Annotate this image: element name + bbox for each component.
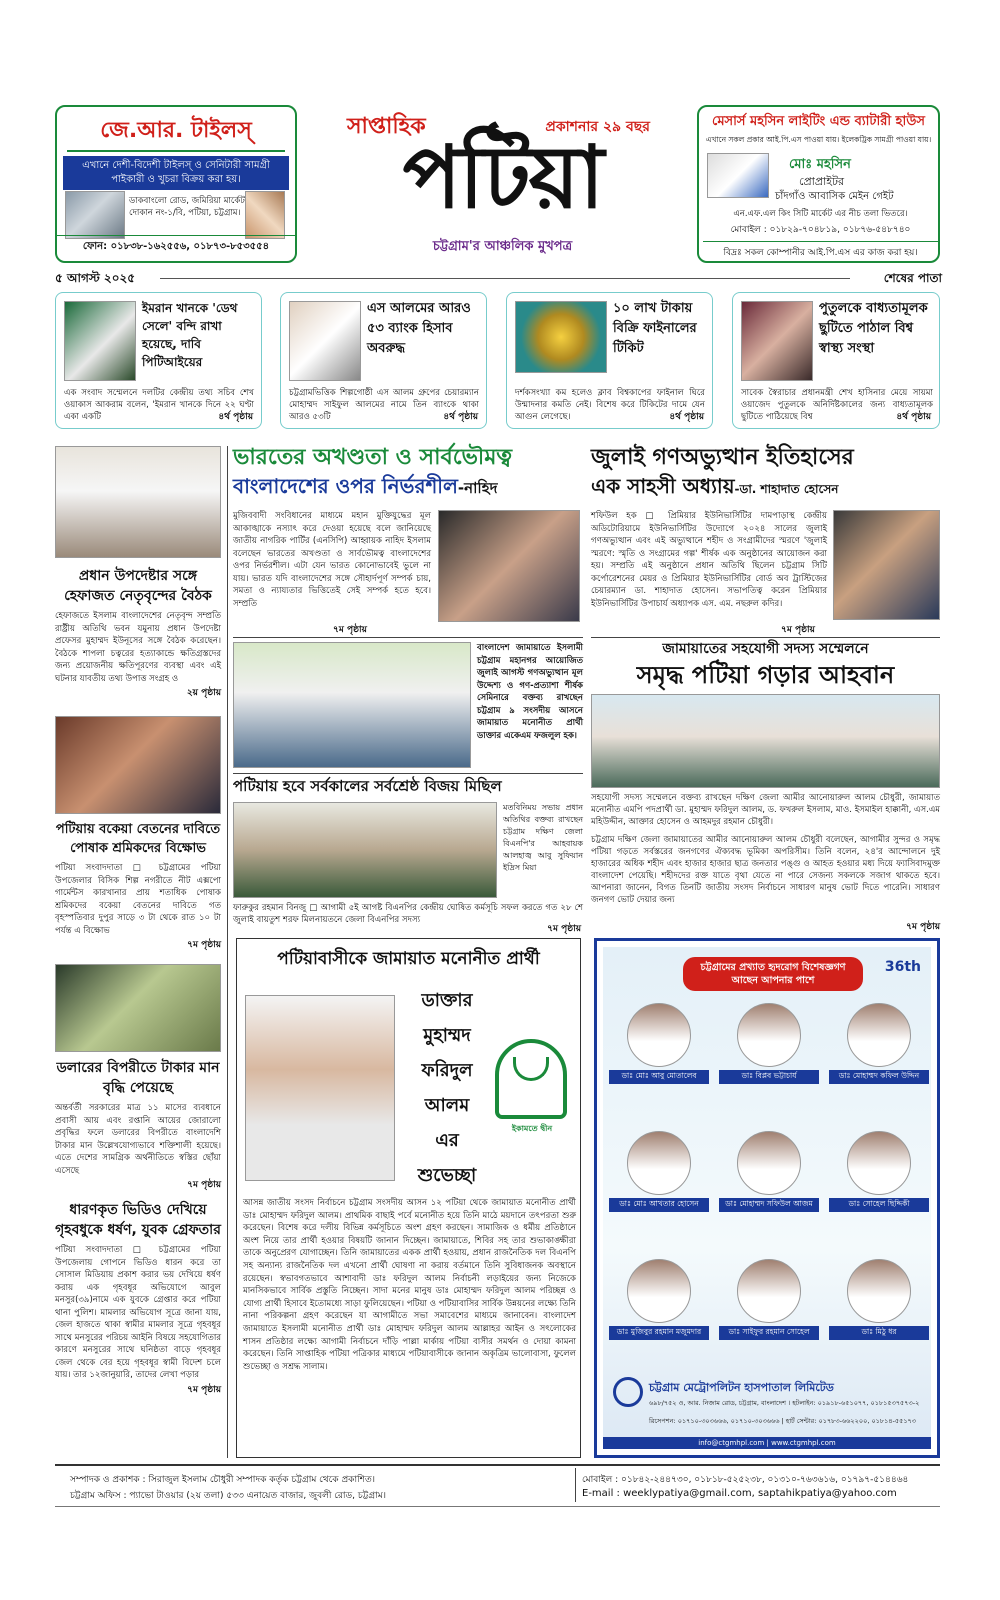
ad-jr-tiles-address: ডাকবাংলো রোড, জমিরিয়া মার্কেট দোকান নং-১/বি, পটিয়া, চট্টগ্রাম। [129, 196, 245, 218]
hospital-ad-inner [603, 947, 931, 1449]
hospital-contacts: রিসেপশন: ০১৭১০-৩০৩৬৬৬, ০১৭১০-৩০৩৬৬৬ | হার্ট সেন্টার: ০১৭৮৩-৬৬২২০০, ০১৮১৪-৫৫১৭৩ [649, 1417, 916, 1425]
teaser-s-alam-text: চট্টগ্রামভিত্তিক শিল্পগোষ্ঠী এস আলম গ্রুপের চেয়ারম্যান মোহাম্মদ সাইফুল আলমের নামে তিন ব্যাংকে থাকা আরও ৫৩টি [289, 388, 479, 422]
footer-office: চট্টগ্রাম অফিস : প্যাভো টাওয়ার (২য় তলা) ৫৩৩ এনায়েত বাজার, জুবলী রোড, চট্টগ্রাম। [70, 1491, 386, 1501]
candidate-name-line: আলম [424, 1095, 470, 1116]
masthead-title: পটিয়া [402, 128, 603, 228]
hospital-web: info@ctgmhpl.com | www.ctgmhpl.com [603, 1437, 931, 1449]
teaser-imran-photo [64, 301, 136, 381]
jamaat-logo-icon [495, 1039, 567, 1119]
candidate-name-line: ফরিদুল [421, 1060, 473, 1081]
workers-page: ৭ম পৃষ্ঠায় [187, 940, 221, 950]
footer-divider [575, 1468, 576, 1502]
doctor-name: ডাঃ সাইফুর রহমান সোহেল [719, 1326, 819, 1340]
hospital-address: ৬৯৮/৭৫২ ও, আর. নিজাম রোড, চট্টগ্রাম, বাংলাদেশ । হটলাইন: ০১৯১৮-৬৫১০৭৭, ০১৮১৫৩৭৫৭৩-২ [649, 1399, 920, 1407]
hefazat-title: প্রধান উপদেষ্টার সঙ্গে হেফাজত নেতৃবৃন্দের বৈঠক [64, 568, 212, 604]
doctor-card [719, 1003, 819, 1123]
video-title: ধারণকৃত ভিডিও দেখিয়ে গৃহবধুকে ধর্ষণ, যুবক গ্রেফতার [55, 1202, 221, 1238]
tiles-photo-right [245, 191, 285, 239]
ad-mohsin-addr2: এন.এফ.এল কিং সিটি মার্কেট এর নীচ তলা ভিতরে। [733, 209, 908, 219]
lead-nahid-title-b: বাংলাদেশের ওপর নির্ভরশীল [233, 474, 458, 498]
samriddha-title: সমৃদ্ধ পটিয়া গড়ার আহবান [636, 661, 895, 689]
doctor-name: ডাঃ মোহাম্মদ সফিউল আজম [719, 1198, 819, 1212]
samriddha-photo [591, 694, 940, 788]
vijay-photo [233, 802, 497, 898]
july-title-row [591, 472, 940, 505]
teaser-putul-page: ৪র্থ পৃষ্ঠায় [896, 412, 931, 422]
lead-nahid [233, 444, 583, 634]
doctor-card [609, 1131, 709, 1251]
candidate-name-block [402, 983, 492, 1193]
july-title-a: জুলাই গণঅভ্যুত্থান ইতিহাসের [591, 445, 854, 470]
hospital-years: 36th [884, 959, 921, 975]
teaser-s-alam[interactable] [280, 292, 487, 429]
candidate-title: পটিয়াবাসীকে জামায়াত মনোনীত প্রার্থী [277, 949, 540, 969]
seminar-story [233, 637, 583, 770]
july-title-b: এক সাহসী অধ্যায় [591, 474, 735, 498]
doctor-card [719, 1259, 819, 1379]
footer-rule [55, 1464, 940, 1466]
doctor-name: ডাঃ সোহেল ছিদ্দিকী [829, 1198, 929, 1212]
vijay-story [233, 773, 583, 933]
candidate-name-line: শুভেচ্ছা [417, 1165, 477, 1186]
teaser-putul-title: পুতুলকে বাধ্যতামূলক ছুটিতে পাঠাল বিশ্ব স্বাস্থ্য সংস্থা [819, 301, 928, 356]
video-page: ৭ম পৃষ্ঠায় [187, 1384, 221, 1395]
samriddha-kicker: জামায়াতের সহযোগী সদস্য সম্মেলনে [662, 641, 869, 657]
candidate-name-line: মুহাম্মদ [423, 1025, 471, 1046]
tiles-photo [65, 191, 125, 239]
video-text: পটিয়া সংবাদদাতা □ চট্টগ্রামের পটিয়া উপজেলায় গোপনে ভিডিও ধারন করে তা সোসাল মিডিয়ায় প্রকাশ করার ভয় দেখিয়ে ধর্ষণ করায় এক গৃহবধূর অভিযোগে আবুল মনসুর(৩৯)নামে এক যুবকে গ্রেপ্তার করে পটিয়া থানা পুলিশ। মামলার অভিযোগ সূত্রে জানা যায়, জেল হাজতে থাকা স্বামীর মামলার সূত্রে গৃহবধূর সাথে মনসুরের পরিচয় আইনি বিষয়ে সহযোগিতার কারণে মনসুরের সাথে ঘনিষ্ঠতা বাড়ে গৃহবধূর জেল থেকে বের হয়ে গৃহবধূর স্বামী বিদেশ চলে যায়। তার ১২জানুয়ারি, তাদের লেখা পড়ার [55, 1245, 221, 1380]
teaser-putul-text: সাবেক স্বৈরাচার প্রধানমন্ত্রী শেখ হাসিনার মেয়ে সায়মা ওয়াজেদ পুতুলকে অনির্দিষ্টকালের জন্য বাধ্যতামূলক ছুটিতে পাঠিয়েছে বিশ্ব [741, 388, 933, 422]
lead-nahid-page: ৭ম পৃষ্ঠায় [333, 625, 367, 635]
doctor-photo [847, 1003, 911, 1067]
doctor-name: ডাঃ মুজিবুর রহমান মজুমদার [609, 1326, 709, 1340]
teaser-imran-title: ইমরান খানকে 'ডেথ সেলে' বন্দি রাখা হয়েছে, দাবি পিটিআইয়ের [142, 301, 238, 369]
teaser-final-ticket-text: দর্শকসংখ্যা কম হলেও ক্লাব বিশ্বকাপের ফাইনাল ঘিরে উন্মাদনার কমতি নেই। বিশেষ করে টিকিটের দামে যেন আগুন লেগেছে। [515, 388, 705, 422]
doctor-card [609, 1003, 709, 1123]
hefazat-page: ২য় পৃষ্ঠায় [186, 688, 221, 698]
july-page: ৭ম পৃষ্ঠায় [781, 625, 815, 635]
hefazat-photo [55, 446, 221, 558]
doctor-photo [627, 1131, 691, 1195]
july-story [591, 444, 940, 634]
july-text: শফিউল হক □ প্রিমিয়ার ইউনিভার্সিটির দামপাড়াস্থ কেন্দ্রীয় অডিটোরিয়ামে ইউনিভার্সিটির উদ্যোগে ২০২৪ সালের জুলাই গণঅভ্যুত্থান এবং এই অভ্যুত্থানে শহীদ ও সংগ্রামীদের স্মরণে 'জুলাই স্মরণে: স্মৃতি ও সংগ্রামের গল্প' শীর্ষক এক অনুষ্ঠানের আয়োজন করা হয়। সম্প্রতি এই অনুষ্ঠানে প্রধান অতিথি ছিলেন চট্টগ্রাম সিটি কর্পোরেশনের মেয়র ও প্রিমিয়ার ইউনিভার্সিটির বোর্ড অব ট্রাস্টিজের চেয়ারম্যান ডা. শাহাদাত হোসেন। সভাপতিত্ব করেন প্রিমিয়ার ইউনিভার্সিটির উপাচার্য অধ্যাপক এস. এম. নছরুল কদির। [591, 511, 827, 609]
nahid-photo [438, 510, 580, 622]
teaser-trophy-photo [515, 301, 607, 373]
doctor-name: ডাঃ বিপ্লব ভট্টাচার্য [719, 1070, 819, 1084]
masthead [335, 105, 670, 265]
ad-mohsin-name: মেসার্স মহসিন লাইটিং এন্ড ব্যাটারী হাউস [712, 114, 925, 129]
teaser-final-ticket[interactable] [506, 292, 713, 429]
doctor-card [719, 1131, 819, 1251]
teaser-final-ticket-page: ৪র্থ পৃষ্ঠায় [669, 412, 704, 422]
candidate-box [236, 938, 581, 1458]
vijay-page: ৭ম পৃষ্ঠায় [547, 924, 581, 934]
doctor-name: ডাঃ মিঠু ধর [829, 1326, 929, 1340]
masthead-weekly: সাপ্তাহিক [347, 114, 426, 139]
ad-mohsin-owner: মোঃ মহসিন [789, 157, 851, 172]
lead-nahid-title-a: ভারতের অখণ্ডতা ও সার্বভৌমত্ব [233, 445, 513, 470]
hospital-headline: চট্টগ্রামের প্রখ্যাত হৃদরোগ বিশেষজ্ঞগণ আছেন আপনার পাশে [683, 957, 863, 991]
candidate-text: আসন্ন জাতীয় সংসদ নির্বাচনে চট্টগ্রাম সংসদীয় আসন ১২ পটিয়া থেকে জামায়াত মনোনীত প্রার্থী ডাঃ মোহাম্মদ ফরিদুল আলম। প্রাথমিক বাছাই পর্বে মনোনীত হয়ে তিনি মাঠে ময়দানে তৎপরতা শুরু করেছেন। বিশেষ করে দলীয় বিভিন্ন কর্মসূচিতে অংশ গ্রহণ করছেন। সামাজিক ও ধর্মীয় প্রতিষ্ঠানে অংশ নিয়ে তার প্রার্থী হওয়ার বিষয়টি জানান দিচ্ছেন। জামায়াতে, শিবির সহ তার শুভাকাঙ্ক্ষীরা তাকে অনুপ্রেরণ যোগাচ্ছেন। তিনি জামায়াতের একক প্রার্থী হওয়ায়, প্রধান রাজনৈতিক দল বিএনপি সহ অন্যান্য রাজনৈতিক দল এখনো প্রার্থী ঘোষণা না করায় বর্তমানে তিনি সুবিধাজনক অবস্থানে রয়েছেন। স্বভাবগতভাবে আশাবাদী ডাঃ ফরিদুল আলম নির্বাচনী লড়াইয়ের জন্য নিজেকে মানসিকভাবে সার্বিক প্রস্তুতি নিচ্ছেন। সাদা মনের মানুষ ডাঃ মোহাম্মদ ফরিদুল আলম পরিচ্ছন্ন ও যোগ্য প্রার্থী হিসাবে ইতোমধ্যে সাড়া ফুলিয়েছেন। পটিয়া ও পটিয়াবাসির সার্বিক উন্নয়নের লক্ষ্যে তিনি নানা পরিকল্পনা গ্রহণ করেছেন যা আগামীতে সভা সমাবেশের মাধ্যমে জানাবেন। বাংলাদেশ জামায়াতে ইসলামী মনোনীত প্রার্থী ডাঃ মোহাম্মদ ফরিদুল আলম আল্লাহর আইন ও সৎলোকের শাসন প্রতিষ্ঠার লক্ষ্যে আগামী নির্বাচনে দাঁড়ি পাল্লা মার্কায় পটিয়া বাসীর সমর্থন ও দোয়া কামনা করেছেন। তিনি সাপ্তাহিক পটিয়া পত্রিকার মাধ্যমে পটিয়াবাসীকে জানান অকৃত্রিম ভালোবাসা, ফুলেল শুভেচ্ছা ও সশ্রদ্ধ সালাম। [243, 1198, 576, 1372]
jamaat-logo-text: ইকামতে দ্বীন [511, 1124, 553, 1133]
footer-email[interactable]: E-mail : weeklypatiya@gmail.com, saptahikpatiya@yahoo.com [582, 1488, 897, 1499]
date-line: ৫ আগস্ট ২০২৫ [55, 271, 136, 285]
footer-rule-bottom [55, 1506, 940, 1507]
footer-mobile: মোবাইল : ০১৮৪২-২৪৪৭৩০, ০১৮১৮-৫২৫২৩৮, ০১৩১০-৭৬৩৬১৬, ০১৭৯৭-৫১৪৪৬৪ [582, 1475, 909, 1485]
lead-nahid-title-row [233, 472, 583, 505]
samriddha-page: ৭ম পৃষ্ঠায় [906, 922, 940, 932]
doctor-photo [847, 1131, 911, 1195]
hefazat-text: হেফাজতে ইসলাম বাংলাদেশের নেতৃবৃন্দ সম্প্রতি রাষ্ট্রীয় অতিথি ভবন যমুনায় প্রধান উপদেষ্টা প্রফেসর মুহাম্মদ ইউনূসের সঙ্গে বৈঠক করেছেন। বৈঠকে শাপলা চত্বরের হত্যাকান্ডে ক্ষতিগ্রস্তদের জন্য প্রয়োজনীয় ক্ষতিপূরণের ব্যবস্থা এবং এই ঘটনার যাবতীয় তথ্য উপাত্ত সংগ্রহ ও [55, 611, 221, 684]
dollar-text: অন্তর্বর্তী সরকারের মাত্র ১১ মাসের ব্যবধানে প্রবাসী আয় এবং রপ্তানি আয়ের জোরালো প্রবৃদ্ধির ফলে ডলারের বিপরীতে বাংলাদেশি টাকার মান উল্লেখযোগ্যভাবে শক্তিশালী হয়েছে। এতে দেশের সামগ্রিক অর্থনীতিতে স্বস্তির ছোঁয়া এসেছে [55, 1103, 221, 1176]
vijay-title: পটিয়ায় হবে সর্বকালের সর্বশ্রেষ্ঠ বিজয় মিছিল [233, 777, 502, 795]
teaser-putul[interactable] [732, 292, 940, 429]
ad-jr-tiles-desc: এখানে দেশী-বিদেশী টাইলস্ ও সেনিটারী সামগ্রী পাইকারী ও খুচরা বিক্রয় করা হয়। [63, 156, 289, 190]
july-byline: -ডা. শাহাদাত হোসেন [734, 482, 839, 496]
dollar-title: ডলারের বিপরীতে টাকার মান বৃদ্ধি পেয়েছে [56, 1060, 220, 1096]
ad-mohsin-addr1: চাঁদগাঁও আবাসিক মেইন গেইট [775, 191, 894, 202]
vijay-caption: মতবিনিময় সভায় প্রধান অতিথির বক্তব্য রাখছেন চট্টগ্রাম দক্ষিণ জেলা বিএনপি'র আহবায়ক আলহাজ্ব আবু সুফিয়ান ইদ্রিস মিয়া [503, 803, 583, 872]
ad-jr-tiles-name: জে.আর. টাইলস্ [67, 113, 285, 152]
left-column-rule [227, 446, 228, 1458]
teaser-s-alam-photo [289, 301, 361, 381]
teaser-imran[interactable] [55, 292, 262, 429]
hospital-logo-icon [613, 1377, 643, 1407]
page-label: শেষের পাতা [883, 271, 942, 285]
workers-title: পটিয়ায় বকেয়া বেতনের দাবিতে পোষাক শ্রমিকদের বিক্ষোভ [55, 822, 221, 856]
doctor-card [829, 1003, 929, 1123]
doctor-name: ডাঃ মোহাম্মদ কফিল উদ্দিন [829, 1070, 929, 1084]
workers-photo [55, 716, 221, 814]
ad-mohsin-note: বিদ্রঃ সকল কোম্পানীর আই.পি.এস এর কাজ করা হয়। [703, 241, 938, 260]
doctor-name: ডাঃ মোঃ আবু মোতালেব [609, 1070, 709, 1084]
doctor-card [609, 1259, 709, 1379]
ad-mohsin-line1: এখানে সকল প্রকার আই.পি.এস পাওয়া যায়। ইলেকট্রিক সামগ্রী পাওয়া যায়। [705, 135, 932, 144]
seminar-text: বাংলাদেশ জামায়াতে ইসলামী চট্টগ্রাম মহানগর আয়োজিত জুলাই আগস্ট গণঅভ্যুত্থান মূল উদ্দেশ্য ও গণ-প্রত্যাশা শীর্ষক সেমিনারে বক্তব্য রাখছেন চট্টগ্রাম ৯ সংসদীয় আসনে জামায়াত মনোনীত প্রার্থী ডাক্তার একেএম ফজলুল হক। [477, 643, 583, 741]
doctor-name: ডাঃ মোঃ আখতার হোসেন [609, 1198, 709, 1212]
doctor-photo [627, 1259, 691, 1323]
doctor-photo [737, 1259, 801, 1323]
candidate-photo [245, 995, 395, 1181]
ad-mohsin-lighting [697, 105, 940, 263]
candidate-name-line: এর [435, 1130, 459, 1151]
masthead-years: প্রকাশনার ২৯ বছর [545, 119, 650, 135]
doctor-photo [627, 1003, 691, 1067]
date-rule [160, 278, 850, 279]
teaser-imran-page: ৪র্থ পৃষ্ঠায় [218, 412, 253, 422]
samriddha-caption: সহযোগী সদস্য সম্মেলনে বক্তব্য রাখছেন দক্ষিণ জেলা আমীর আনোয়ারুল আলম চৌধুরী, জামায়াত মনোনীত এমপি পদপ্রার্থী ডা. মুহাম্মদ ফরিদুল আলম, ড. ফখরুল ইসলাম, মাও. ইসমাইল হাক্কানী, এস.এম মহিউদ্দীন, আক্তার হোসেন ও আহমদুর রহমান চৌধুরী। [591, 793, 940, 827]
candidate-name-line: ডাক্তার [421, 990, 473, 1011]
ad-mohsin-mobile: মোবাইল : ০১৮২৯-৭০৪৮১৯, ০১৮৭৬-৫৪৮৭৪০ [730, 225, 911, 235]
seminar-photo [233, 642, 471, 768]
dollar-photo [55, 964, 221, 1052]
footer-editor: সম্পাদক ও প্রকাশক : সিরাজুল ইসলাম চৌধুরী সম্পাদক কর্তৃক চট্টগ্রাম থেকে প্রকাশিত। [70, 1475, 375, 1485]
shahadat-photo [833, 510, 940, 620]
battery-photo [707, 153, 769, 198]
masthead-tagline: চট্টগ্রাম'র আঞ্চলিক মুখপত্র [432, 239, 573, 254]
samriddha-story [591, 637, 940, 934]
ad-jr-tiles-phone: ফোন: ০১৮৩৮-১৬২৫৫৬, ০১৮৭৩-৮৫৩৫৫৪ [57, 235, 295, 256]
doctor-photo [737, 1131, 801, 1195]
teaser-putul-photo [741, 301, 813, 381]
workers-text: পটিয়া সংবাদদাতা □ চট্টগ্রামের পটিয়া উপজেলার বিসিক শিল্প নগরীতে নীট এক্সপো গার্মেন্টস কারখানার প্রায় শতাধিক পোষাক শ্রমিকদের বকেয়া বেতনের দাবিতে গত বৃহস্পতিবার দুপুর সাড়ে ৩ টা থেকে রাত ১০ টা পর্যন্ত এ বিক্ষোভ [55, 863, 221, 936]
vijay-text: ফারুকুর রহমান বিনজু □ আগামী ৫ই আগষ্ট বিএনপির কেন্দ্রীয় ঘোষিত কর্মসূচি সফল করতে গত ২৮ শে জুলাই বায়তুশ শরফ মিলনায়তনে জেলা বিএনপির সদস্য [233, 903, 583, 925]
teaser-final-ticket-title: ১০ লাখ টাকায় বিক্রি ফাইনালের টিকিট [613, 301, 697, 356]
hospital-ad [594, 938, 940, 1458]
jamaat-logo-scale-icon [513, 1057, 549, 1081]
lead-nahid-text: মুজিববাদী সংবিধানের মাধ্যমে মহান মুক্তিযুদ্ধের মূল আকাঙ্খাকে নস্যাৎ করে দেওয়া হয়েছে বলে জানিয়েছে জাতীয় নাগরিক পার্টির (এনসিপি) আহ্বায়ক নাহিদ ইসলাম বলেছেন ভারতের অখণ্ডতা ও সার্বভৌমত্ব বাংলাদেশের ওপর নির্ভরশীল। এটা যেন ভারত কোনোভাবেই ভুলে না যায়। ভারত যদি বাংলাদেশের সঙ্গে সৌহার্দপূর্ণ সম্পর্ক চায়, সমতা ও ন্যায্যতার ভিত্তিতেই সেই সম্পর্ক হতে হবে। সম্প্রতি [233, 511, 431, 609]
doctor-photo [847, 1259, 911, 1323]
doctor-card [829, 1259, 929, 1379]
teaser-s-alam-title: এস আলমের আরও ৫৩ ব্যাংক হিসাব অবরুদ্ধ [367, 301, 471, 356]
left-column [55, 446, 221, 1466]
doctor-card [829, 1131, 929, 1251]
hospital-name: চট্টগ্রাম মেট্রোপলিটন হাসপাতাল লিমিটেড [649, 1381, 834, 1394]
lead-nahid-byline: -নাহিদ [457, 479, 498, 497]
ad-mohsin-role: প্রোপ্রাইটর [799, 175, 845, 188]
teaser-imran-text: এক সংবাদ সম্মেলনে দলটির কেন্দ্রীয় তথ্য সচিব শেখ ওয়াকাস আকরাম বলেন, 'ইমরান খানকে দিনে ২২ ঘণ্টা একা একটি [64, 388, 254, 422]
ad-jr-tiles [55, 105, 297, 263]
doctor-photo [737, 1003, 801, 1067]
dollar-page: ৭ম পৃষ্ঠায় [187, 1180, 221, 1190]
samriddha-text: চট্টগ্রাম দক্ষিণ জেলা জামায়াতের আমীর আনোয়ারুল আলম চৌধুরী বলেছেন, আগামীর সুন্দর ও সমৃদ্ধ পটিয়া গড়তে সর্বস্তরের জনগণের ঐক্যবদ্ধ ভূমিকা অপরিসীম। তিনি বলেন, ২৪'র আন্দোলনে দুই হাজারের অধিক শহীদ এবং হাজার হাজার ছাত্র জনতার পঙ্গু ও আহত হওয়ার মধ্য দিয়ে ফ্যাসিবাদমুক্ত বাংলাদেশ পেয়েছি। শহীদদের রক্ত যাতে বৃথা যেতে না পারে সেজন্য সকলকে সজাগ থাকতে হবে। আপনারা জানেন, বিগত তিনটি জাতীয় সংসদ নির্বাচনে সাধারণ মানুষ ভোট দিতে পারেনি। সাধারণ জনগণ ভোট দেয়ার জন্য [591, 835, 940, 905]
teaser-s-alam-page: ৪র্থ পৃষ্ঠায় [443, 412, 478, 422]
